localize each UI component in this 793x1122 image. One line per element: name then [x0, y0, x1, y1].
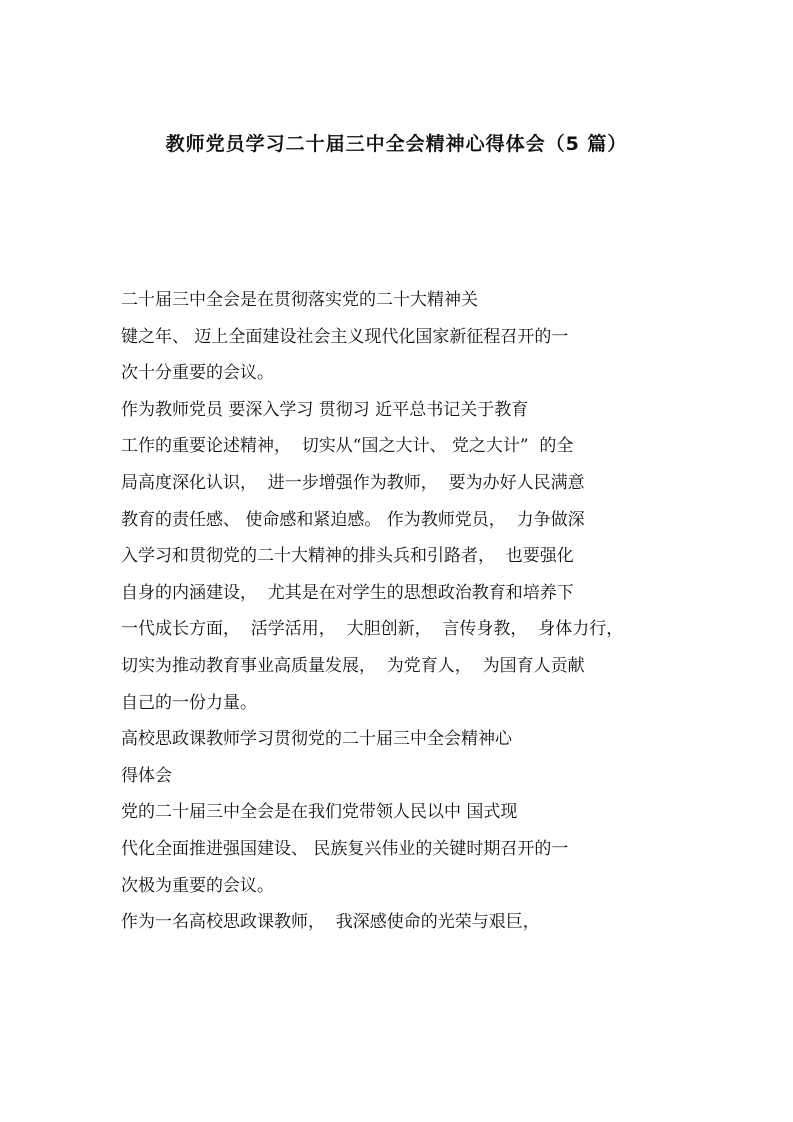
text-line: 代化全面推进强国建设、 民族复兴伟业的关键时期召开的一: [121, 838, 569, 859]
text-line: 切实为推动教育事业高质量发展， 为党育人， 为国育人贡献: [121, 655, 585, 676]
text-line: 得体会: [121, 765, 172, 786]
text-line: 二十届三中全会是在贯彻落实党的二十大精神关: [121, 290, 478, 310]
text-line: 一代成长方面， 活学活用， 大胆创新， 言传身教， 身体力行，: [121, 619, 624, 640]
text-line: 工作的重要论述精神， 切实从“国之大计、 党之大计” 的全: [121, 436, 574, 457]
text-line: 作为一名高校思政课教师， 我深感使命的光荣与艰巨，: [121, 912, 540, 933]
text-line: 教育的责任感、 使命感和紧迫感。 作为教师党员， 力争做深: [121, 509, 585, 530]
text-line: 次十分重要的会议。: [121, 363, 274, 384]
text-line: 自己的一份力量。: [121, 692, 257, 713]
text-line: 党的二十届三中全会是在我们党带领人民以中 国式现: [121, 802, 518, 823]
text-line: 键之年、 迈上全面建设社会主义现代化国家新征程召开的一: [121, 326, 569, 347]
text-line: 次极为重要的会议。: [121, 875, 274, 896]
text-line: 自身的内涵建设， 尤其是在对学生的思想政治教育和培养下: [121, 582, 574, 603]
text-line: 高校思政课教师学习贯彻党的二十届三中全会精神心: [121, 729, 512, 750]
text-line: 作为教师党员 要深入学习 贯彻习 近平总书记关于教育: [121, 399, 529, 420]
document-body: [121, 282, 681, 941]
text-line: 入学习和贯彻党的二十大精神的排头兵和引路者， 也要强化: [121, 546, 574, 567]
document-title: 教师党员学习二十届三中全会精神心得体会（5 篇）: [165, 133, 628, 155]
text-line: 局高度深化认识， 进一步增强作为教师， 要为办好人民满意: [121, 472, 585, 493]
